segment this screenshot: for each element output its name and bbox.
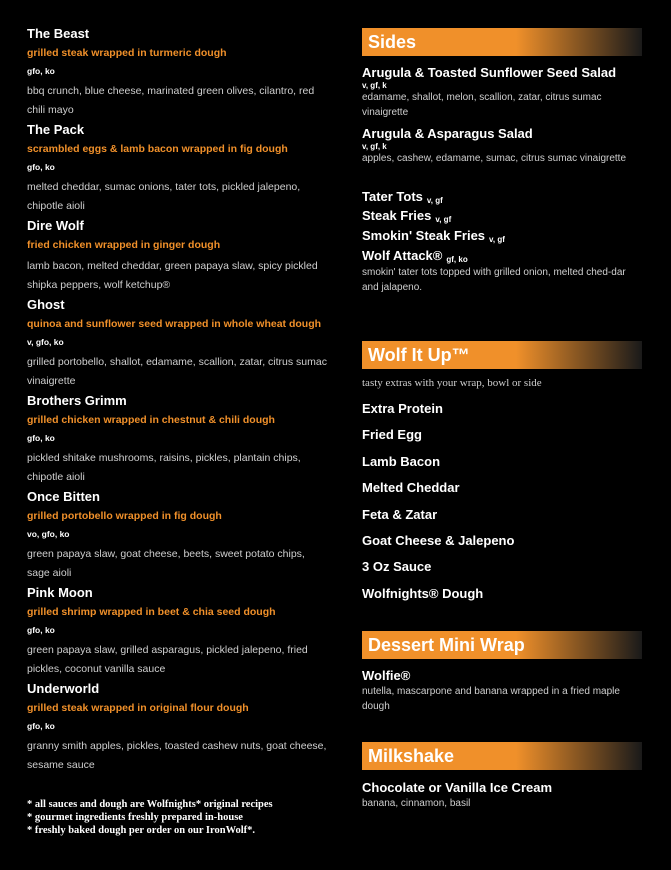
wrap-subtitle: quinoa and sunflower seed wrapped in whole wheat dough (27, 318, 322, 330)
side-item (362, 227, 642, 245)
side-name: Arugula & Asparagus Salad (362, 126, 533, 141)
extra-item: 3 Oz Sauce (362, 559, 432, 575)
footnotes (27, 798, 273, 837)
wrap-description: melted cheddar, sumac onions, tater tots, pickled jalepeno, chipotle aioli (27, 181, 301, 212)
wrap-subtitle: fried chicken wrapped in ginger dough (27, 239, 221, 251)
milkshake-header (362, 742, 642, 770)
milkshake-title: Milkshake (368, 746, 455, 766)
side-item (362, 207, 642, 225)
side-item (362, 188, 642, 206)
extra-item: Feta & Zatar (362, 506, 438, 522)
wrap-subtitle: grilled shrimp wrapped in beet & chia seed dough (27, 606, 276, 618)
wrap-item (27, 489, 327, 585)
side-name: Arugula & Toasted Sunflower Seed Salad (362, 65, 617, 80)
wrap-tags: gfo, ko (27, 721, 55, 731)
side-item (362, 65, 642, 120)
wrap-subtitle: grilled chicken wrapped in chestnut & chili dough (27, 414, 275, 426)
wrap-description: lamb bacon, melted cheddar, green papaya slaw, spicy pickled shipka peppers, wolf ketchup® (27, 260, 318, 291)
wrap-tags: gfo, ko (27, 625, 55, 635)
footnote: * freshly baked dough per order on our IronWolf*. (27, 825, 256, 836)
wolf-it-up-title: Wolf It Up™ (368, 345, 470, 365)
extra-item: Wolfnights® Dough (362, 585, 484, 601)
wrap-description: granny smith apples, pickles, toasted cashew nuts, goat cheese, sesame sauce (27, 740, 327, 771)
side-tags: gf, ko (446, 255, 468, 264)
side-tags: v, gf, k (362, 81, 387, 90)
extra-item: Goat Cheese & Jalepeno (362, 532, 515, 548)
side-name: Wolf Attack® (362, 248, 443, 263)
side-description: apples, cashew, edamame, sumac, citrus sumac vinaigrette (362, 153, 627, 164)
wrap-tags: vo, gfo, ko (27, 529, 70, 539)
extra-item: Extra Protein (362, 401, 443, 416)
side-description: smokin' tater tots topped with grilled onion, melted ched-dar and jalapeno. (362, 267, 626, 293)
wolf-it-up-header (362, 341, 642, 369)
wrap-name: Dire Wolf (27, 218, 84, 233)
wrap-description: green papaya slaw, grilled asparagus, pickled jalepeno, fried pickles, coconut vanilla sauce (27, 644, 308, 675)
side-item (362, 247, 642, 295)
wrap-tags: v, gfo, ko (27, 337, 64, 347)
wrap-subtitle: scrambled eggs & lamb bacon wrapped in fig dough (27, 143, 288, 155)
wraps-column (27, 26, 327, 777)
wrap-description: bbq crunch, blue cheese, marinated green olives, cilantro, red chili mayo (27, 85, 315, 116)
wrap-name: The Beast (27, 26, 90, 41)
wrap-subtitle: grilled steak wrapped in original flour dough (27, 702, 249, 714)
wrap-tags: gfo, ko (27, 433, 55, 443)
sides-title: Sides (368, 32, 417, 52)
side-tags: v, gf (426, 196, 443, 205)
side-tags: v, gf, k (362, 142, 387, 151)
wrap-description: grilled portobello, shallot, edamame, scallion, zatar, citrus sumac vinaigrette (27, 356, 327, 387)
footnote: * gourmet ingredients freshly prepared in-house (27, 812, 243, 823)
milkshake-description: banana, cinnamon, basil (362, 798, 471, 809)
dessert-title: Dessert Mini Wrap (368, 635, 525, 655)
side-tags: v, gf (489, 235, 505, 244)
wolf-it-up-subtitle: tasty extras with your wrap, bowl or side (362, 377, 542, 389)
wrap-item (27, 585, 327, 681)
wrap-name: The Pack (27, 122, 85, 137)
wrap-description: green papaya slaw, goat cheese, beets, sweet potato chips, sage aioli (27, 548, 305, 579)
wrap-description: pickled shitake mushrooms, raisins, pickles, plantain chips, chipotle aioli (27, 452, 301, 483)
sides-header (362, 28, 642, 56)
wrap-item (27, 218, 327, 297)
extra-item: Lamb Bacon (362, 453, 441, 469)
side-item (362, 126, 642, 166)
wrap-item (27, 297, 327, 393)
milkshake-name: Chocolate or Vanilla Ice Cream (362, 780, 553, 795)
wrap-item (27, 393, 327, 489)
wrap-tags: gfo, ko (27, 66, 55, 76)
wrap-item (27, 122, 327, 218)
milkshake-item (362, 780, 642, 811)
dessert-header (362, 631, 642, 659)
extra-item: Fried Egg (362, 427, 422, 443)
wrap-subtitle: grilled portobello wrapped in fig dough (27, 510, 222, 522)
side-tags: v, gf (435, 215, 452, 224)
side-name: Steak Fries (362, 208, 432, 223)
extra-item: Melted Cheddar (362, 480, 460, 496)
footnote: * all sauces and dough are Wolfnights* original recipes (27, 799, 273, 810)
wrap-name: Ghost (27, 297, 65, 312)
side-name: Tater Tots (362, 189, 423, 204)
wrap-item (27, 681, 327, 777)
extras-list (362, 401, 642, 612)
wrap-item (27, 26, 327, 122)
wrap-name: Pink Moon (27, 585, 93, 600)
wrap-tags: gfo, ko (27, 162, 55, 172)
wrap-subtitle: grilled steak wrapped in turmeric dough (27, 47, 227, 59)
dessert-description: nutella, mascarpone and banana wrapped in a fried maple dough (362, 686, 620, 712)
side-description: edamame, shallot, melon, scallion, zatar, citrus sumac vinaigrette (362, 92, 602, 118)
wrap-name: Once Bitten (27, 489, 100, 504)
wrap-name: Brothers Grimm (27, 393, 127, 408)
wolf-it-up-subtitle-wrap (362, 377, 642, 389)
dessert-name: Wolfie® (362, 668, 411, 683)
wrap-name: Underworld (27, 681, 100, 696)
side-name: Smokin' Steak Fries (362, 228, 486, 243)
dessert-item (362, 668, 642, 714)
